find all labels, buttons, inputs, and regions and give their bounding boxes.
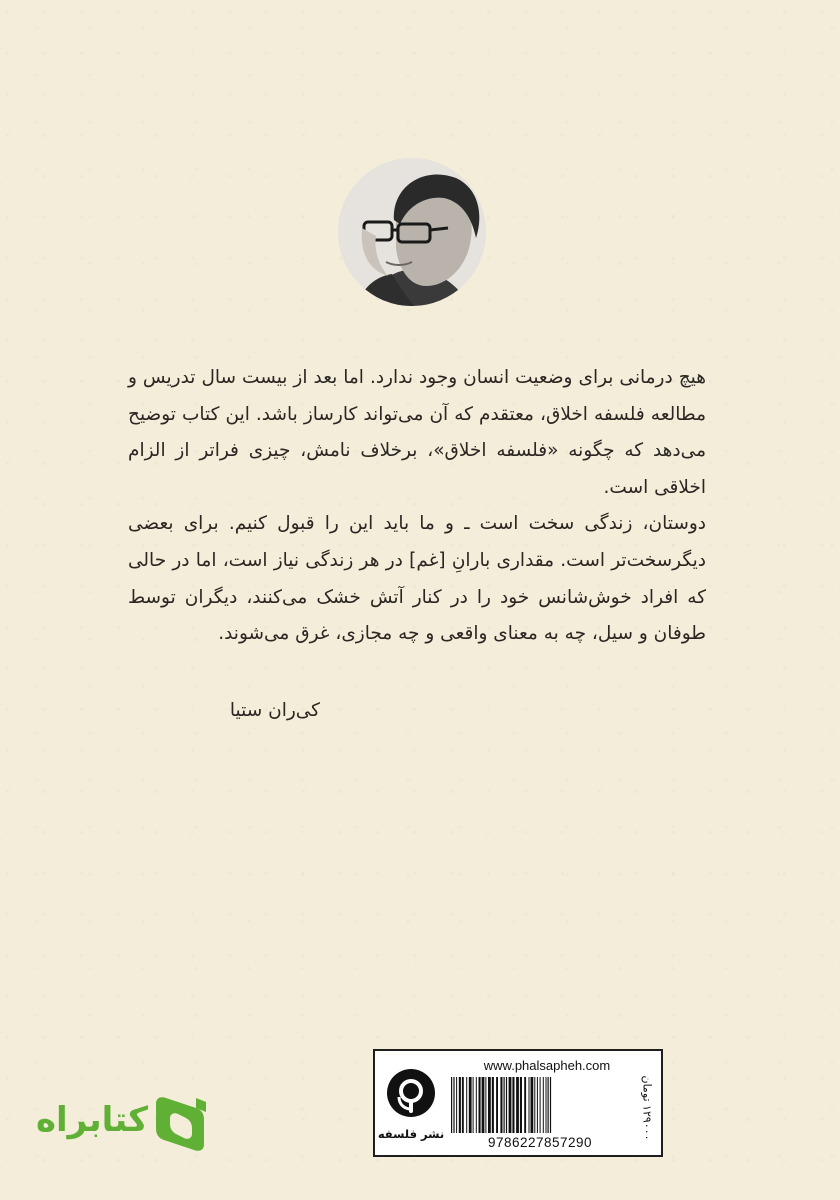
price-text: ۱۲۹۰۰۰ تومان xyxy=(640,1075,654,1141)
blurb-paragraph-1: هیچ درمانی برای وضعیت انسان وجود ندارد. اما بعد از بیست سال تدریس و مطالعه فلسفه اخلاق، معتقدم که آن می‌تواند کارساز باشد. این کتاب توضیح می‌دهد که چگونه «فلسفه اخلاق»، برخلاف نامش، چیزی فراتر از الزام اخلاقی است. xyxy=(128,367,706,498)
blurb-paragraph-2: دوستان، زندگی سخت است ـ و ما باید این را قبول کنیم. برای بعضی دیگرسخت‌تر است. مقداری بارانِ [غم] در هر زندگی نیاز است، اما در حالی که افراد خوش‌شانس خود را در کنار آتش خشک می‌کنند، دیگران توسط طوفان و سیل، چه به معنای واقعی و چه مجازی، غرق می‌شوند. xyxy=(128,513,706,645)
price-label xyxy=(633,1063,661,1153)
publisher-url: www.phalsapheh.com xyxy=(483,1058,611,1073)
ketabrah-logo xyxy=(30,1092,210,1156)
ketabrah-logo-text: کتابراه xyxy=(35,1100,148,1140)
publisher-logo-icon xyxy=(385,1067,437,1119)
author-photo xyxy=(338,158,486,306)
publisher-name: نشر فلسفه xyxy=(377,1127,445,1141)
barcode-label xyxy=(373,1049,663,1157)
ketabrah-book-icon xyxy=(148,1094,210,1154)
isbn-number: 9786227857290 xyxy=(487,1135,593,1150)
author-signature: کی‌ران ستیا xyxy=(229,700,320,721)
barcode-bars xyxy=(449,1077,631,1133)
author-portrait xyxy=(338,158,486,306)
back-cover-blurb xyxy=(128,360,706,653)
